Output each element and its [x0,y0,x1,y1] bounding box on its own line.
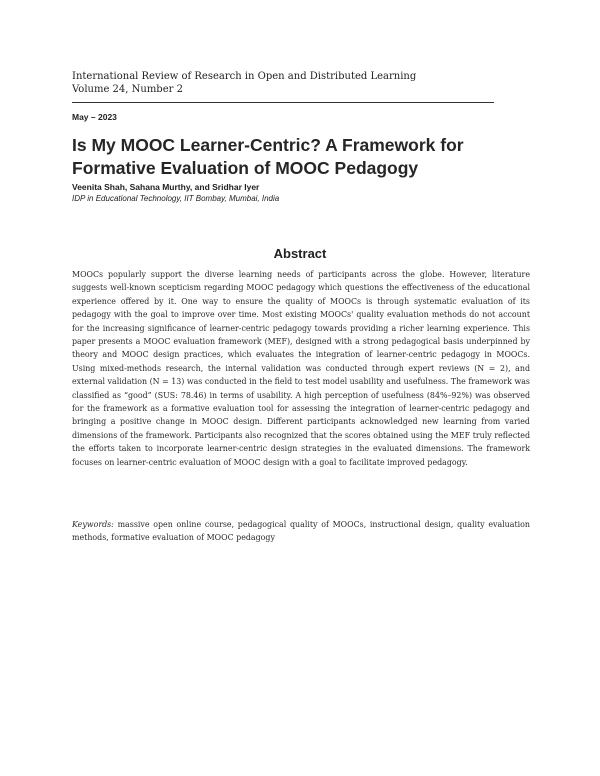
article-authors: Veenita Shah, Sahana Murthy, and Sridhar Iyer [72,182,260,192]
keywords-text: massive open online course, pedagogical quality of MOOCs, instructional design, quality evaluation methods, formative evaluation of MOOC pedagogy [72,520,530,543]
article-title: Is My MOOC Learner-Centric? A Framework for Formative Evaluation of MOOC Pedagogy [72,135,464,178]
abstract-text: MOOCs popularly support the diverse learning needs of participants across the globe. However, literature suggests well-known scepticism regarding MOOC pedagogy which questions the effectiveness of the educational experience offered by it. One way to ensure the quality of MOOCs is through systematic evaluation of its pedagogy with the goal to improve over time. Most existing MOOCs' quality evaluation methods do not account for the increasing significance of learner-centric pedagogy towards providing a richer learning experience. This paper presents a MOOC evaluation framework (MEF), designed with a strong pedagogical basis underpinned by theory and MOOC design practices, which evaluates the integration of learner-centric pedagogy in MOOCs. Using mixed-methods research, the internal validation was conducted through expert reviews (N = 2), and external validation (N = 13) was conducted in the field to test model usability and usefulness. The framework was classified as “good” (SUS: 78.46) in terms of usability. A high perception of usefulness (84%–92%) was observed for the framework as a formative evaluation tool for assessing the integration of learner-centric pedagogy and bringing a positive change in MOOC design. Different participants acknowledged new learning from varied dimensions of the framework. Participants also recognized that the scores obtained using the MEF truly reflected the efforts taken to incorporate learner-centric design strategies in the evaluated dimensions. The framework focuses on learner-centric evaluation of MOOC design with a goal to facilitate improved pedagogy. [72,270,530,467]
journal-volume: Volume 24, Number 2 [72,84,183,95]
publication-date: May – 2023 [72,112,117,122]
keywords [72,518,530,545]
keywords-label: Keywords: [72,520,114,529]
journal-header [72,70,416,96]
abstract-heading: Abstract [273,246,327,261]
journal-name: International Review of Research in Open and Distributed Learning [72,71,417,82]
header-divider [72,102,494,103]
author-affiliation: IDP in Educational Technology, IIT Bombay, Mumbai, India [72,194,280,203]
